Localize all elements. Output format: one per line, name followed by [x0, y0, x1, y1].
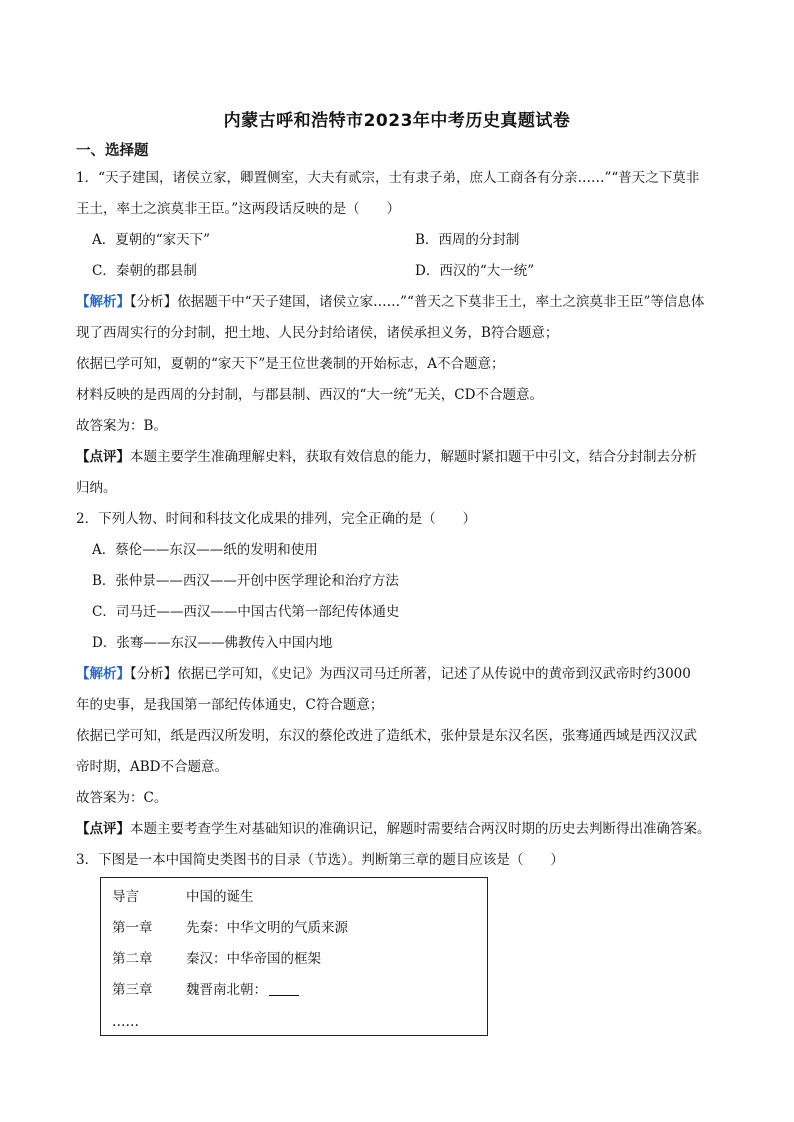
q1-comment-line2: 归纳。 [76, 480, 117, 496]
q1-options-row1 [76, 225, 752, 256]
q2-analysis-line2: 年的史事，是我国第一部纪传体通史，C符合题意； [76, 697, 384, 713]
q2-option-d: D．张骞——东汉——佛教传入中国内地 [92, 635, 333, 651]
q2-analysis-line4: 帝时期，ABD不合题意。 [76, 759, 228, 775]
q2-option-c: C．司马迁——西汉——中国古代第一部纪传体通史 [92, 604, 400, 620]
question-2 [76, 504, 752, 845]
analysis-tag: 【解析】 [76, 294, 130, 310]
q1-comment-text1: 本题主要学生准确理解史料，获取有效信息的能力，解题时紧扣题干中引文，结合分封制去分析 [130, 449, 697, 465]
toc-title: 中国的诞生 [186, 889, 254, 905]
toc-title: 秦汉：中华帝国的框架 [186, 951, 321, 967]
q1-analysis-line4: 材料反映的是西周的分封制，与郡县制、西汉的“大一统”无关，CD不合题意。 [76, 387, 543, 403]
q1-stem-line2: 王土，率土之滨莫非王臣。”这两段话反映的是（ ） [76, 201, 401, 217]
q1-option-d: D．西汉的“大一统” [415, 263, 535, 279]
q3-stem: 3．下图是一本中国简史类图书的目录（节选）。判断第三章的题目应该是（ ） [76, 852, 564, 868]
table-of-contents-box [100, 877, 488, 1036]
toc-title: 先秦：中华文明的气质来源 [186, 920, 348, 936]
q2-analysis-line1 [76, 659, 752, 690]
q1-option-a: A．夏朝的“家天下” [92, 232, 211, 248]
page-title: 内蒙古呼和浩特市2023年中考历史真题试卷 [223, 111, 571, 131]
q1-analysis-line1 [76, 287, 752, 318]
q1-options-row2 [76, 256, 752, 287]
q1-stem-line1: 1．“天子建国，诸侯立家，卿置侧室，大夫有贰宗，士有隶子弟，庶人工商各有分亲……”“普天之下莫非 [76, 170, 700, 186]
toc-chapter: 导言 [112, 889, 139, 905]
q1-analysis-line3: 依据已学可知，夏朝的“家天下”是王位世袭制的开始标志，A不合题意； [76, 356, 505, 372]
q1-analysis-line2: 现了西周实行的分封制，把土地、人民分封给诸侯，诸侯承担义务，B符合题意； [76, 325, 559, 341]
q1-answer: 故答案为：B。 [76, 418, 167, 434]
q1-option-c: C．秦朝的郡县制 [92, 263, 197, 279]
q1-comment-line1 [76, 442, 752, 473]
toc-chapter: 第一章 [112, 920, 153, 936]
toc-row-chapter1 [112, 918, 348, 938]
question-1 [76, 163, 752, 504]
toc-row-intro [112, 887, 254, 907]
comment-tag: 【点评】 [76, 821, 130, 837]
toc-chapter: 第三章 [112, 982, 153, 998]
toc-row-chapter2 [112, 949, 321, 969]
q2-analysis-line3: 依据已学可知，纸是西汉所发明，东汉的蔡伦改进了造纸术，张仲景是东汉名医，张骞通西域是西汉汉武 [76, 728, 697, 744]
q2-comment-text1: 本题主要考查学生对基础知识的准确识记，解题时需要结合两汉时期的历史去判断得出准确答案。 [130, 821, 711, 837]
q1-option-b: B．西周的分封制 [415, 232, 520, 248]
question-3 [76, 845, 752, 876]
answer-blank [269, 981, 299, 996]
q2-comment-line1 [76, 814, 752, 845]
toc-chapter: 第二章 [112, 951, 153, 967]
q2-stem: 2．下列人物、时间和科技文化成果的排列，完全正确的是（ ） [76, 511, 477, 527]
toc-title: 魏晋南北朝： [186, 982, 267, 998]
q2-analysis-text1: 【分析】依据已学可知，《史记》为西汉司马迁所著，记述了从传说中的黄帝到汉武帝时约3000 [130, 666, 691, 682]
analysis-tag: 【解析】 [76, 666, 130, 682]
toc-ellipsis: …… [112, 1014, 139, 1030]
comment-tag: 【点评】 [76, 449, 130, 465]
q2-option-b: B．张仲景——西汉——开创中医学理论和治疗方法 [92, 573, 399, 589]
toc-row-chapter3 [112, 980, 299, 1000]
q2-option-a: A．蔡伦——东汉——纸的发明和使用 [92, 542, 318, 558]
q2-answer: 故答案为：C。 [76, 790, 168, 806]
q1-analysis-text1: 【分析】依据题干中“天子建国，诸侯立家……”“普天之下莫非王土，率土之滨莫非王臣”等信息体 [130, 294, 705, 310]
section-heading: 一、选择题 [76, 143, 149, 159]
